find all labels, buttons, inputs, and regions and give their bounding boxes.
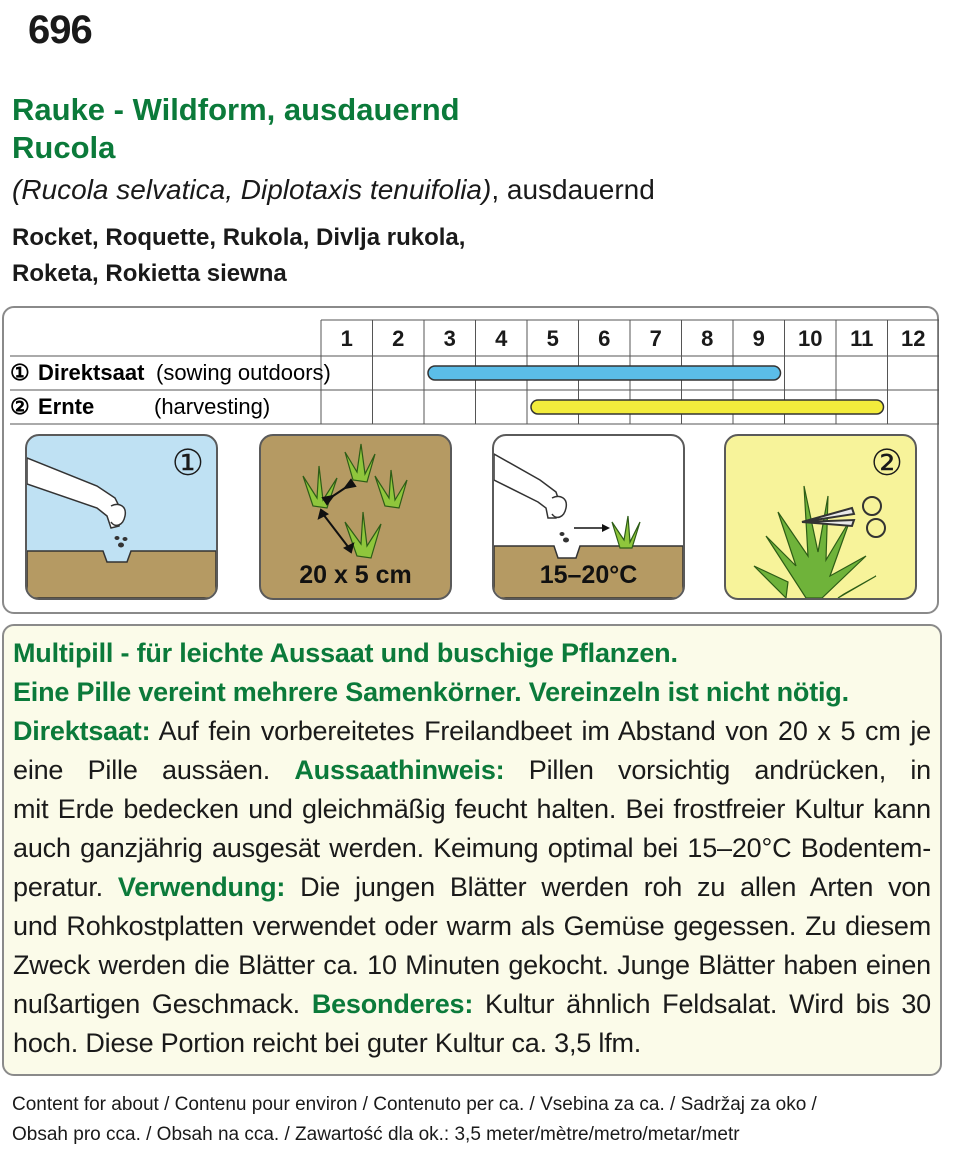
text-line-9: Zweck werden die Blätter ca. 10 Minuten gekocht. Junge Blätter haben einen xyxy=(13,950,931,980)
row-label-harvest: Ernte xyxy=(38,394,95,419)
text-line-5: mit Erde bedecken und gleichmäßig feucht halten. Bei frostfreier Kultur kann xyxy=(13,794,931,824)
month-label: 9 xyxy=(752,326,765,351)
label-direktsaat: Direktsaat: xyxy=(13,716,151,746)
latin-name: (Rucola selvatica, Diplotaxis tenuifolia) xyxy=(12,174,492,205)
month-label: 8 xyxy=(701,326,714,351)
row-marker-harvest: ② xyxy=(10,394,30,419)
harvest-period-bar xyxy=(531,400,884,414)
text-l10-b: Kultur ähnlich Feldsalat. Wird bis 30 xyxy=(485,989,931,1019)
common-names-line-2: Roketa, Rokietta siewna xyxy=(12,260,287,287)
calendar-box xyxy=(2,306,939,614)
month-label: 4 xyxy=(495,326,508,351)
product-number: 696 xyxy=(28,8,92,52)
sowing-period-bar xyxy=(428,366,781,380)
content-line-1: Content for about / Contenu pour environ / Contenuto per ca. / Vsebina za ca. / Sadržaj za oko / xyxy=(12,1094,817,1115)
panel-sowing xyxy=(25,434,218,600)
month-label: 3 xyxy=(443,326,456,351)
month-label: 5 xyxy=(546,326,559,351)
latin-name-line xyxy=(12,174,655,206)
text-line-4 xyxy=(13,751,931,790)
headline-pill-info: Eine Pille vereint mehrere Samenkörner. Vereinzeln ist nicht nötig. xyxy=(13,677,849,707)
spacing-caption: 20 x 5 cm xyxy=(299,561,412,589)
panel-harvest xyxy=(724,434,917,600)
label-aussaathinweis: Aussaathinweis: xyxy=(294,755,505,785)
month-label: 12 xyxy=(901,326,926,351)
text-l7-a: peratur. xyxy=(13,872,118,902)
text-l10-a: nußartigen Geschmack. xyxy=(13,989,312,1019)
latin-suffix: , ausdauernd xyxy=(491,174,655,205)
month-label: 1 xyxy=(340,326,353,351)
text-l7-b: Die jungen Blätter werden roh zu allen Arten von xyxy=(300,872,931,902)
headline-multipill: Multipill - für leichte Aussaat und buschige Pflanzen. xyxy=(13,638,678,668)
panel-temperature xyxy=(492,434,685,600)
text-line-7 xyxy=(13,868,931,907)
month-label: 7 xyxy=(649,326,662,351)
month-label: 6 xyxy=(598,326,611,351)
title-common: Rucola xyxy=(12,130,116,165)
label-verwendung: Verwendung: xyxy=(117,872,286,902)
sowing-calendar xyxy=(4,308,939,432)
text-l4-b: Pillen vorsichtig andrücken, in xyxy=(528,755,931,785)
text-line-6: auch ganzjährig ausgesät werden. Keimung optimal bei 15–20°C Bodentem- xyxy=(13,833,931,863)
title-german: Rauke - Wildform, ausdauernd xyxy=(12,92,460,127)
step-marker-2: ② xyxy=(870,442,903,483)
text-line-8: und Rohkostplatten verwendet oder warm als Gemüse gegessen. Zu diesem xyxy=(13,911,931,941)
panel-spacing xyxy=(259,434,452,600)
content-line-2: Obsah pro cca. / Obsah na cca. / Zawartość dla ok.: 3,5 meter/mètre/metro/metar/metr xyxy=(12,1124,740,1145)
month-label: 11 xyxy=(850,326,874,351)
step-marker-1: ① xyxy=(171,442,204,483)
text-line-3 xyxy=(13,712,931,751)
text-line-11: hoch. Diese Portion reicht bei guter Kultur ca. 3,5 lfm. xyxy=(13,1028,642,1058)
month-label: 10 xyxy=(798,326,823,351)
common-names-line-1: Rocket, Roquette, Rukola, Divlja rukola, xyxy=(12,224,466,251)
row-translation-sowing: (sowing outdoors) xyxy=(156,360,331,385)
label-besonderes: Besonderes: xyxy=(311,989,474,1019)
row-marker-sowing: ① xyxy=(10,360,30,385)
temperature-caption: 15–20°C xyxy=(539,561,638,589)
text-line-10 xyxy=(13,985,931,1024)
text-direktsaat: Auf fein vorbereitetes Freilandbeet im Abstand von 20 x 5 cm je xyxy=(150,716,931,746)
description-box xyxy=(2,624,942,1076)
month-label: 2 xyxy=(392,326,405,351)
text-l4-a: eine Pille aussäen. xyxy=(13,755,295,785)
row-label-sowing: Direktsaat xyxy=(38,360,145,385)
row-translation-harvest: (harvesting) xyxy=(154,394,271,419)
